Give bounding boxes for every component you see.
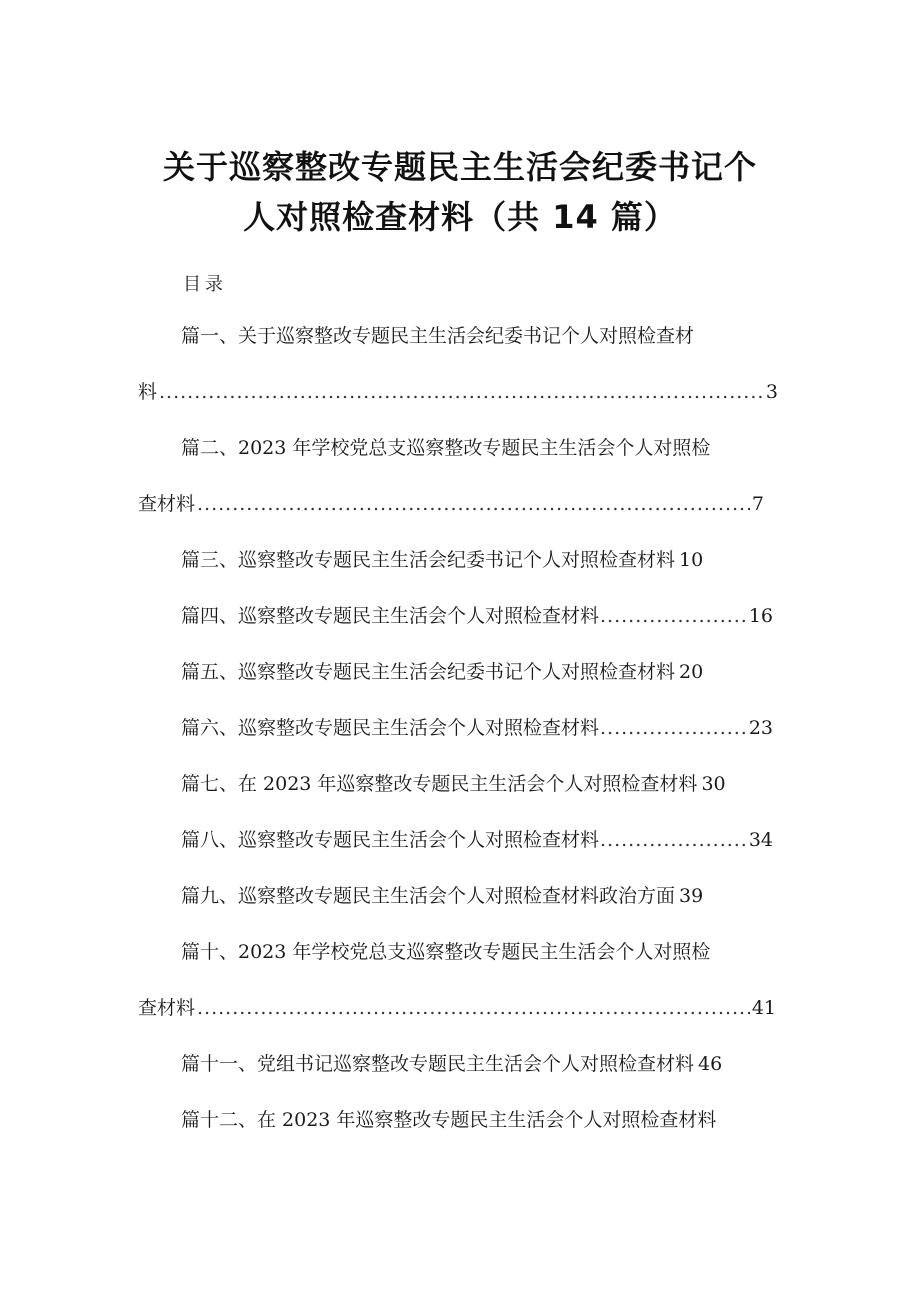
toc-entry-2-page: 7 [751, 493, 764, 515]
toc-entry-4-page: 16 [748, 605, 773, 627]
toc-entry-7[interactable] [181, 772, 726, 796]
toc-entry-7-page: 30 [701, 773, 726, 795]
document-title-line-1: 关于巡察整改专题民主生活会纪委书记个 [162, 148, 757, 186]
toc-entry-9[interactable] [181, 884, 703, 908]
dot-leader [600, 604, 748, 628]
toc-entry-11-page: 46 [698, 1053, 723, 1075]
toc-entry-3[interactable] [181, 548, 703, 572]
toc-entry-11[interactable] [181, 1052, 722, 1076]
toc-heading: 目录 [183, 274, 227, 295]
toc-entry-9-page: 39 [679, 885, 704, 907]
toc-entry-8-label: 篇八、巡察整改专题民主生活会个人对照检查材料 [181, 829, 600, 851]
toc-entry-2-label-end: 查材料 [138, 493, 196, 515]
toc-entry-1-line-2[interactable] [138, 380, 778, 404]
toc-entry-6[interactable] [181, 716, 773, 740]
toc-entry-8-page: 34 [748, 829, 773, 851]
toc-entry-3-label: 篇三、巡察整改专题民主生活会纪委书记个人对照检查材料 [181, 549, 676, 571]
dot-leader [197, 492, 750, 516]
toc-entry-2-line-2[interactable] [138, 492, 764, 516]
toc-entry-5[interactable] [181, 660, 703, 684]
toc-entry-9-label: 篇九、巡察整改专题民主生活会个人对照检查材料政治方面 [181, 885, 676, 907]
toc-entry-8[interactable] [181, 828, 773, 852]
toc-entry-5-page: 20 [679, 661, 704, 683]
toc-entry-10-label-end: 查材料 [138, 997, 196, 1019]
toc-entry-1-page: 3 [765, 381, 778, 403]
toc-entry-2-line-1[interactable]: 篇二、2023 年学校党总支巡察整改专题民主生活会个人对照检 [181, 437, 711, 459]
toc-entry-3-page: 10 [679, 549, 704, 571]
toc-entry-10-line-2[interactable] [138, 996, 776, 1020]
toc-entry-12[interactable] [181, 1108, 716, 1132]
toc-entry-12-label: 篇十二、在 2023 年巡察整改专题民主生活会个人对照检查材料 [181, 1109, 717, 1131]
toc-entry-10-line-1[interactable]: 篇十、2023 年学校党总支巡察整改专题民主生活会个人对照检 [181, 941, 711, 963]
toc-entry-11-label: 篇十一、党组书记巡察整改专题民主生活会个人对照检查材料 [181, 1053, 695, 1075]
dot-leader [600, 828, 748, 852]
dot-leader [600, 716, 748, 740]
toc-entry-7-label: 篇七、在 2023 年巡察整改专题民主生活会个人对照检查材料 [181, 773, 698, 795]
toc-entry-1-label-end: 料 [138, 381, 158, 403]
toc-entry-5-label: 篇五、巡察整改专题民主生活会纪委书记个人对照检查材料 [181, 661, 676, 683]
toc-entry-1-line-1[interactable]: 篇一、关于巡察整改专题民主生活会纪委书记个人对照检查材 [181, 325, 695, 347]
dot-leader [197, 996, 750, 1020]
toc-entry-4[interactable] [181, 604, 773, 628]
toc-entry-6-label: 篇六、巡察整改专题民主生活会个人对照检查材料 [181, 717, 600, 739]
toc-entry-6-page: 23 [748, 717, 773, 739]
document-title-line-2: 人对照检查材料（共 14 篇） [243, 198, 677, 236]
dot-leader [159, 380, 764, 404]
toc-entry-4-label: 篇四、巡察整改专题民主生活会个人对照检查材料 [181, 605, 600, 627]
toc-entry-10-page: 41 [751, 997, 776, 1019]
